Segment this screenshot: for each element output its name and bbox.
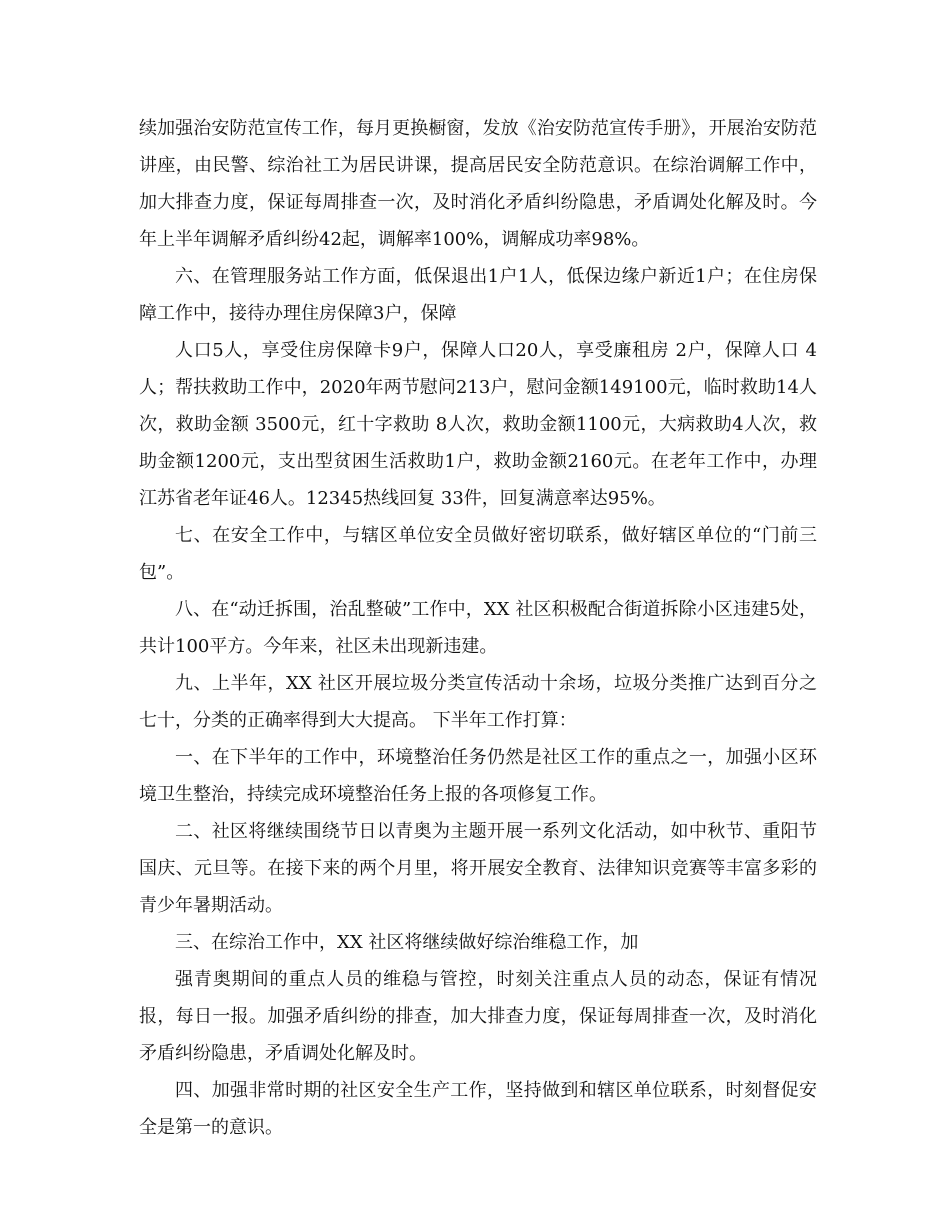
document-body xyxy=(139,110,817,1146)
paragraph-10: 强青奥期间的重点人员的维稳与管控，时刻关注重点人员的动态，保证有情况报，每日一报。加强矛盾纠纷的排查，加大排查力度，保证每周排查一次，及时消化矛盾纠纷隐患，矛盾调处化解及时。 xyxy=(139,969,817,1064)
paragraph-3: 人口5人，享受住房保障卡9户，保障人口20人，享受廉租房 2户，保障人口 4人；帮扶救助工作中，2020年两节慰问213户，慰问金额149100元，临时救助14人次，救助金额 3500元，红十字救助 8人次，救助金额1100元，大病救助4人次，救助金额1200元，支出型贫困生活救助1户，救助金额2160元。在老年工作中，办理江苏省老年证46人。12345热线回复 33件，回复满意率达95%。 xyxy=(139,340,817,509)
paragraph-8: 二、社区将继续围绕节日以青奥为主题开展一系列文化活动，如中秋节、重阳节国庆、元旦等。在接下来的两个月里，将开展安全教育、法律知识竞赛等丰富多彩的青少年暑期活动。 xyxy=(139,821,817,916)
paragraph-1: 续加强治安防范宣传工作，每月更换橱窗，发放《治安防范宣传手册》，开展治安防范讲座，由民警、综治社工为居民讲课，提高居民安全防范意识。在综治调解工作中，加大排查力度，保证每周排查一次，及时消化矛盾纠纷隐患，矛盾调处化解及时。今年上半年调解矛盾纠纷42起，调解率100%，调解成功率98%。 xyxy=(139,118,817,250)
paragraph-5: 八、在“动迁拆围，治乱整破”工作中，XX 社区积极配合街道拆除小区违建5处，共计100平方。今年来，社区未出现新违建。 xyxy=(139,599,817,657)
paragraph-7: 一、在下半年的工作中，环境整治任务仍然是社区工作的重点之一，加强小区环境卫生整治，持续完成环境整治任务上报的各项修复工作。 xyxy=(139,747,817,805)
paragraph-9: 三、在综治工作中，XX 社区将继续做好综治维稳工作，加 xyxy=(175,932,639,953)
paragraph-6: 九、上半年，XX 社区开展垃圾分类宣传活动十余场，垃圾分类推广达到百分之七十，分类的正确率得到大大提高。 下半年工作打算： xyxy=(139,673,817,731)
paragraph-11: 四、加强非常时期的社区安全生产工作，坚持做到和辖区单位联系，时刻督促安全是第一的意识。 xyxy=(139,1080,817,1138)
paragraph-4: 七、在安全工作中，与辖区单位安全员做好密切联系，做好辖区单位的“门前三包”。 xyxy=(139,525,817,583)
paragraph-2: 六、在管理服务站工作方面，低保退出1户1人，低保边缘户新近1户；在住房保障工作中，接待办理住房保障3户，保障 xyxy=(139,266,817,324)
